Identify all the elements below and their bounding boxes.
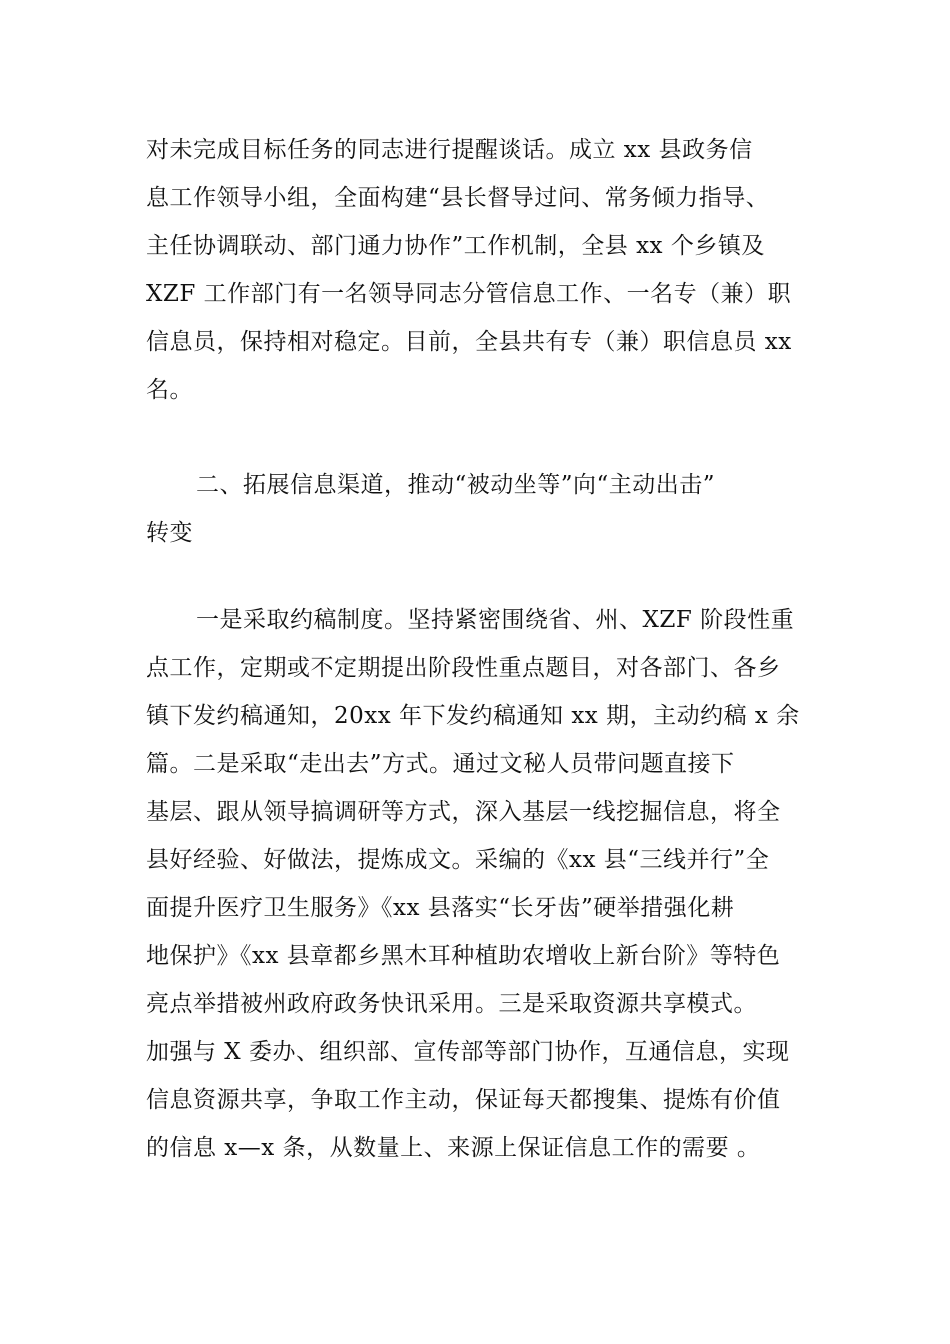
body-text-line: 镇下发约稿通知，20xx 年下发约稿通知 xx 期，主动约稿 x 余 [146, 703, 800, 729]
body-text-line: 亮点举措被州政府政务快讯采用。三是采取资源共享模式。 [146, 991, 757, 1017]
body-text-line: 对未完成目标任务的同志进行提醒谈话。成立 xx 县政务信 [146, 137, 753, 163]
body-text-line: 信息员，保持相对稳定。目前，全县共有专（兼）职信息员 xx [146, 329, 792, 355]
body-text-line: 面提升医疗卫生服务》《xx 县落实“长牙齿”硬举措强化耕 [146, 895, 735, 921]
body-text-line: 信息资源共享，争取工作主动，保证每天都搜集、提炼有价值 [146, 1087, 781, 1113]
body-text-line: 名。 [146, 377, 193, 403]
body-text-line: 县好经验、好做法，提炼成文。采编的《xx 县“三线并行”全 [146, 847, 770, 873]
section-heading: 二、拓展信息渠道，推动“被动坐等”向“主动出击” [196, 472, 716, 498]
body-text-line: 基层、跟从领导搞调研等方式，深入基层一线挖掘信息，将全 [146, 799, 781, 825]
section-heading: 转变 [146, 520, 193, 546]
body-text-line: XZF 工作部门有一名领导同志分管信息工作、一名专（兼）职 [146, 281, 792, 307]
body-text-line: 加强与 X 委办、组织部、宣传部等部门协作，互通信息，实现 [146, 1039, 790, 1065]
body-text-line: 的信息 x—x 条，从数量上、来源上保证信息工作的需要 。 [146, 1135, 761, 1161]
body-text-line: 息工作领导小组，全面构建“县长督导过问、常务倾力指导、 [146, 185, 770, 211]
body-text-line: 点工作，定期或不定期提出阶段性重点题目，对各部门、各乡 [146, 655, 781, 681]
body-text-line: 地保护》《xx 县章都乡黑木耳种植助农增收上新台阶》等特色 [146, 943, 781, 969]
body-text-line: 篇。二是采取“走出去”方式。通过文秘人员带问题直接下 [146, 751, 735, 777]
body-text-line: 一是采取约稿制度。坚持紧密围绕省、州、XZF 阶段性重 [196, 607, 795, 633]
body-text-line: 主任协调联动、部门通力协作”工作机制，全县 xx 个乡镇及 [146, 233, 765, 259]
